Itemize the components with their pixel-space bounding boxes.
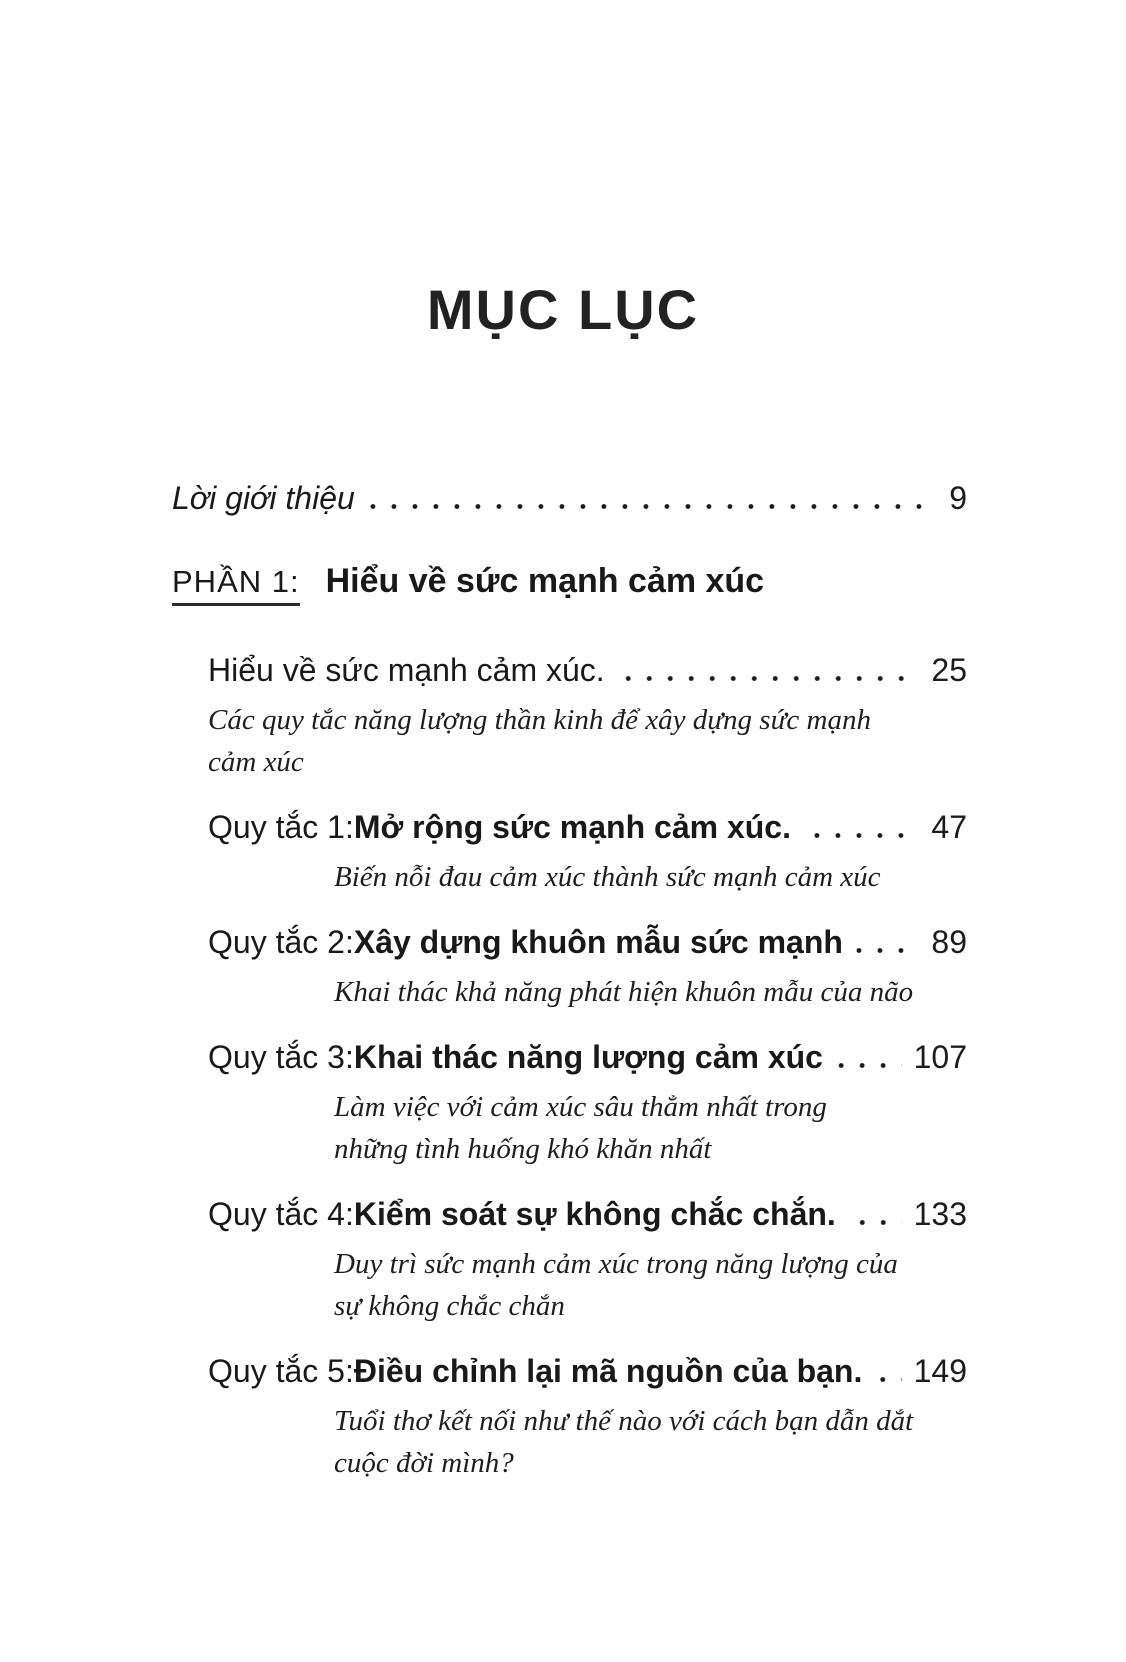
page-number: 9	[949, 480, 967, 516]
intro-label: Lời giới thiệu	[172, 480, 355, 516]
subtitle-line: Làm việc với cảm xúc sâu thẳm nhất trong	[334, 1091, 827, 1123]
dot-leader	[833, 1063, 902, 1068]
page-title: MỤC LỤC	[426, 278, 700, 341]
subtitle-line: Biến nỗi đau cảm xúc thành sức mạnh cảm xúc	[334, 861, 881, 893]
intro-row	[172, 478, 967, 518]
entry-label: Quy tắc 1:	[208, 809, 354, 845]
entry-title: Mở rộng sức mạnh cảm xúc.	[353, 809, 791, 845]
page-number: 107	[913, 1039, 967, 1075]
toc-entry-rule-5	[208, 1351, 967, 1484]
dot-leader	[846, 1220, 902, 1225]
subtitle-line: sự không chắc chắn	[334, 1290, 565, 1322]
entry-subtitle	[208, 699, 967, 783]
table-of-contents	[172, 478, 967, 1484]
entry-row	[208, 650, 967, 690]
entry-subtitle	[334, 971, 967, 1013]
subtitle-line: Khai thác khả năng phát hiện khuôn mẫu của não	[334, 976, 914, 1008]
toc-entry-overview	[208, 650, 967, 783]
dot-leader	[853, 948, 919, 953]
part-title: Hiểu về sức mạnh cảm xúc	[325, 562, 765, 600]
page-number: 133	[913, 1196, 967, 1232]
dot-leader	[365, 504, 937, 509]
entry-row	[208, 1351, 967, 1391]
subtitle-line: Các quy tắc năng lượng thần kinh để xây dựng sức mạnh	[208, 704, 871, 736]
entry-label: Quy tắc 4:	[208, 1196, 354, 1232]
entry-title: Điều chỉnh lại mã nguồn của bạn.	[353, 1353, 863, 1389]
subtitle-line: Tuổi thơ kết nối như thế nào với cách bạn dẫn dắt	[334, 1405, 914, 1437]
entry-label: Quy tắc 5:	[208, 1353, 354, 1389]
entry-label: Quy tắc 3:	[208, 1039, 354, 1075]
chapter-entries	[208, 650, 967, 1484]
entry-subtitle	[334, 1086, 967, 1170]
subtitle-line: cuộc đời mình?	[334, 1447, 514, 1479]
dot-leader	[872, 1377, 901, 1382]
entry-subtitle	[334, 1243, 967, 1327]
toc-entry-rule-1	[208, 807, 967, 898]
entry-title: Khai thác năng lượng cảm xúc	[353, 1039, 823, 1075]
page-number: 25	[931, 652, 967, 688]
entry-row	[208, 1037, 967, 1077]
entry-row	[208, 1194, 967, 1234]
entry-subtitle	[334, 856, 967, 898]
entry-subtitle	[334, 1400, 967, 1484]
toc-entry-rule-3	[208, 1037, 967, 1170]
toc-entry-rule-4	[208, 1194, 967, 1327]
entry-title: Xây dựng khuôn mẫu sức mạnh	[353, 924, 843, 960]
dot-leader	[615, 676, 920, 681]
page-number: 47	[931, 809, 967, 845]
dot-leader	[801, 833, 919, 838]
subtitle-line: cảm xúc	[208, 746, 304, 778]
toc-entry-rule-2	[208, 922, 967, 1013]
part-label: PHẦN 1:	[172, 564, 300, 606]
entry-row	[208, 922, 967, 962]
subtitle-line: những tình huống khó khăn nhất	[334, 1133, 712, 1165]
part-header	[172, 562, 967, 606]
entry-row	[208, 807, 967, 847]
entry-title: Hiểu về sức mạnh cảm xúc.	[208, 652, 605, 688]
entry-title: Kiểm soát sự không chắc chắn.	[353, 1196, 836, 1232]
entry-label: Quy tắc 2:	[208, 924, 354, 960]
subtitle-line: Duy trì sức mạnh cảm xúc trong năng lượng của	[334, 1248, 898, 1280]
page-number: 149	[913, 1353, 967, 1389]
page-number: 89	[931, 924, 967, 960]
